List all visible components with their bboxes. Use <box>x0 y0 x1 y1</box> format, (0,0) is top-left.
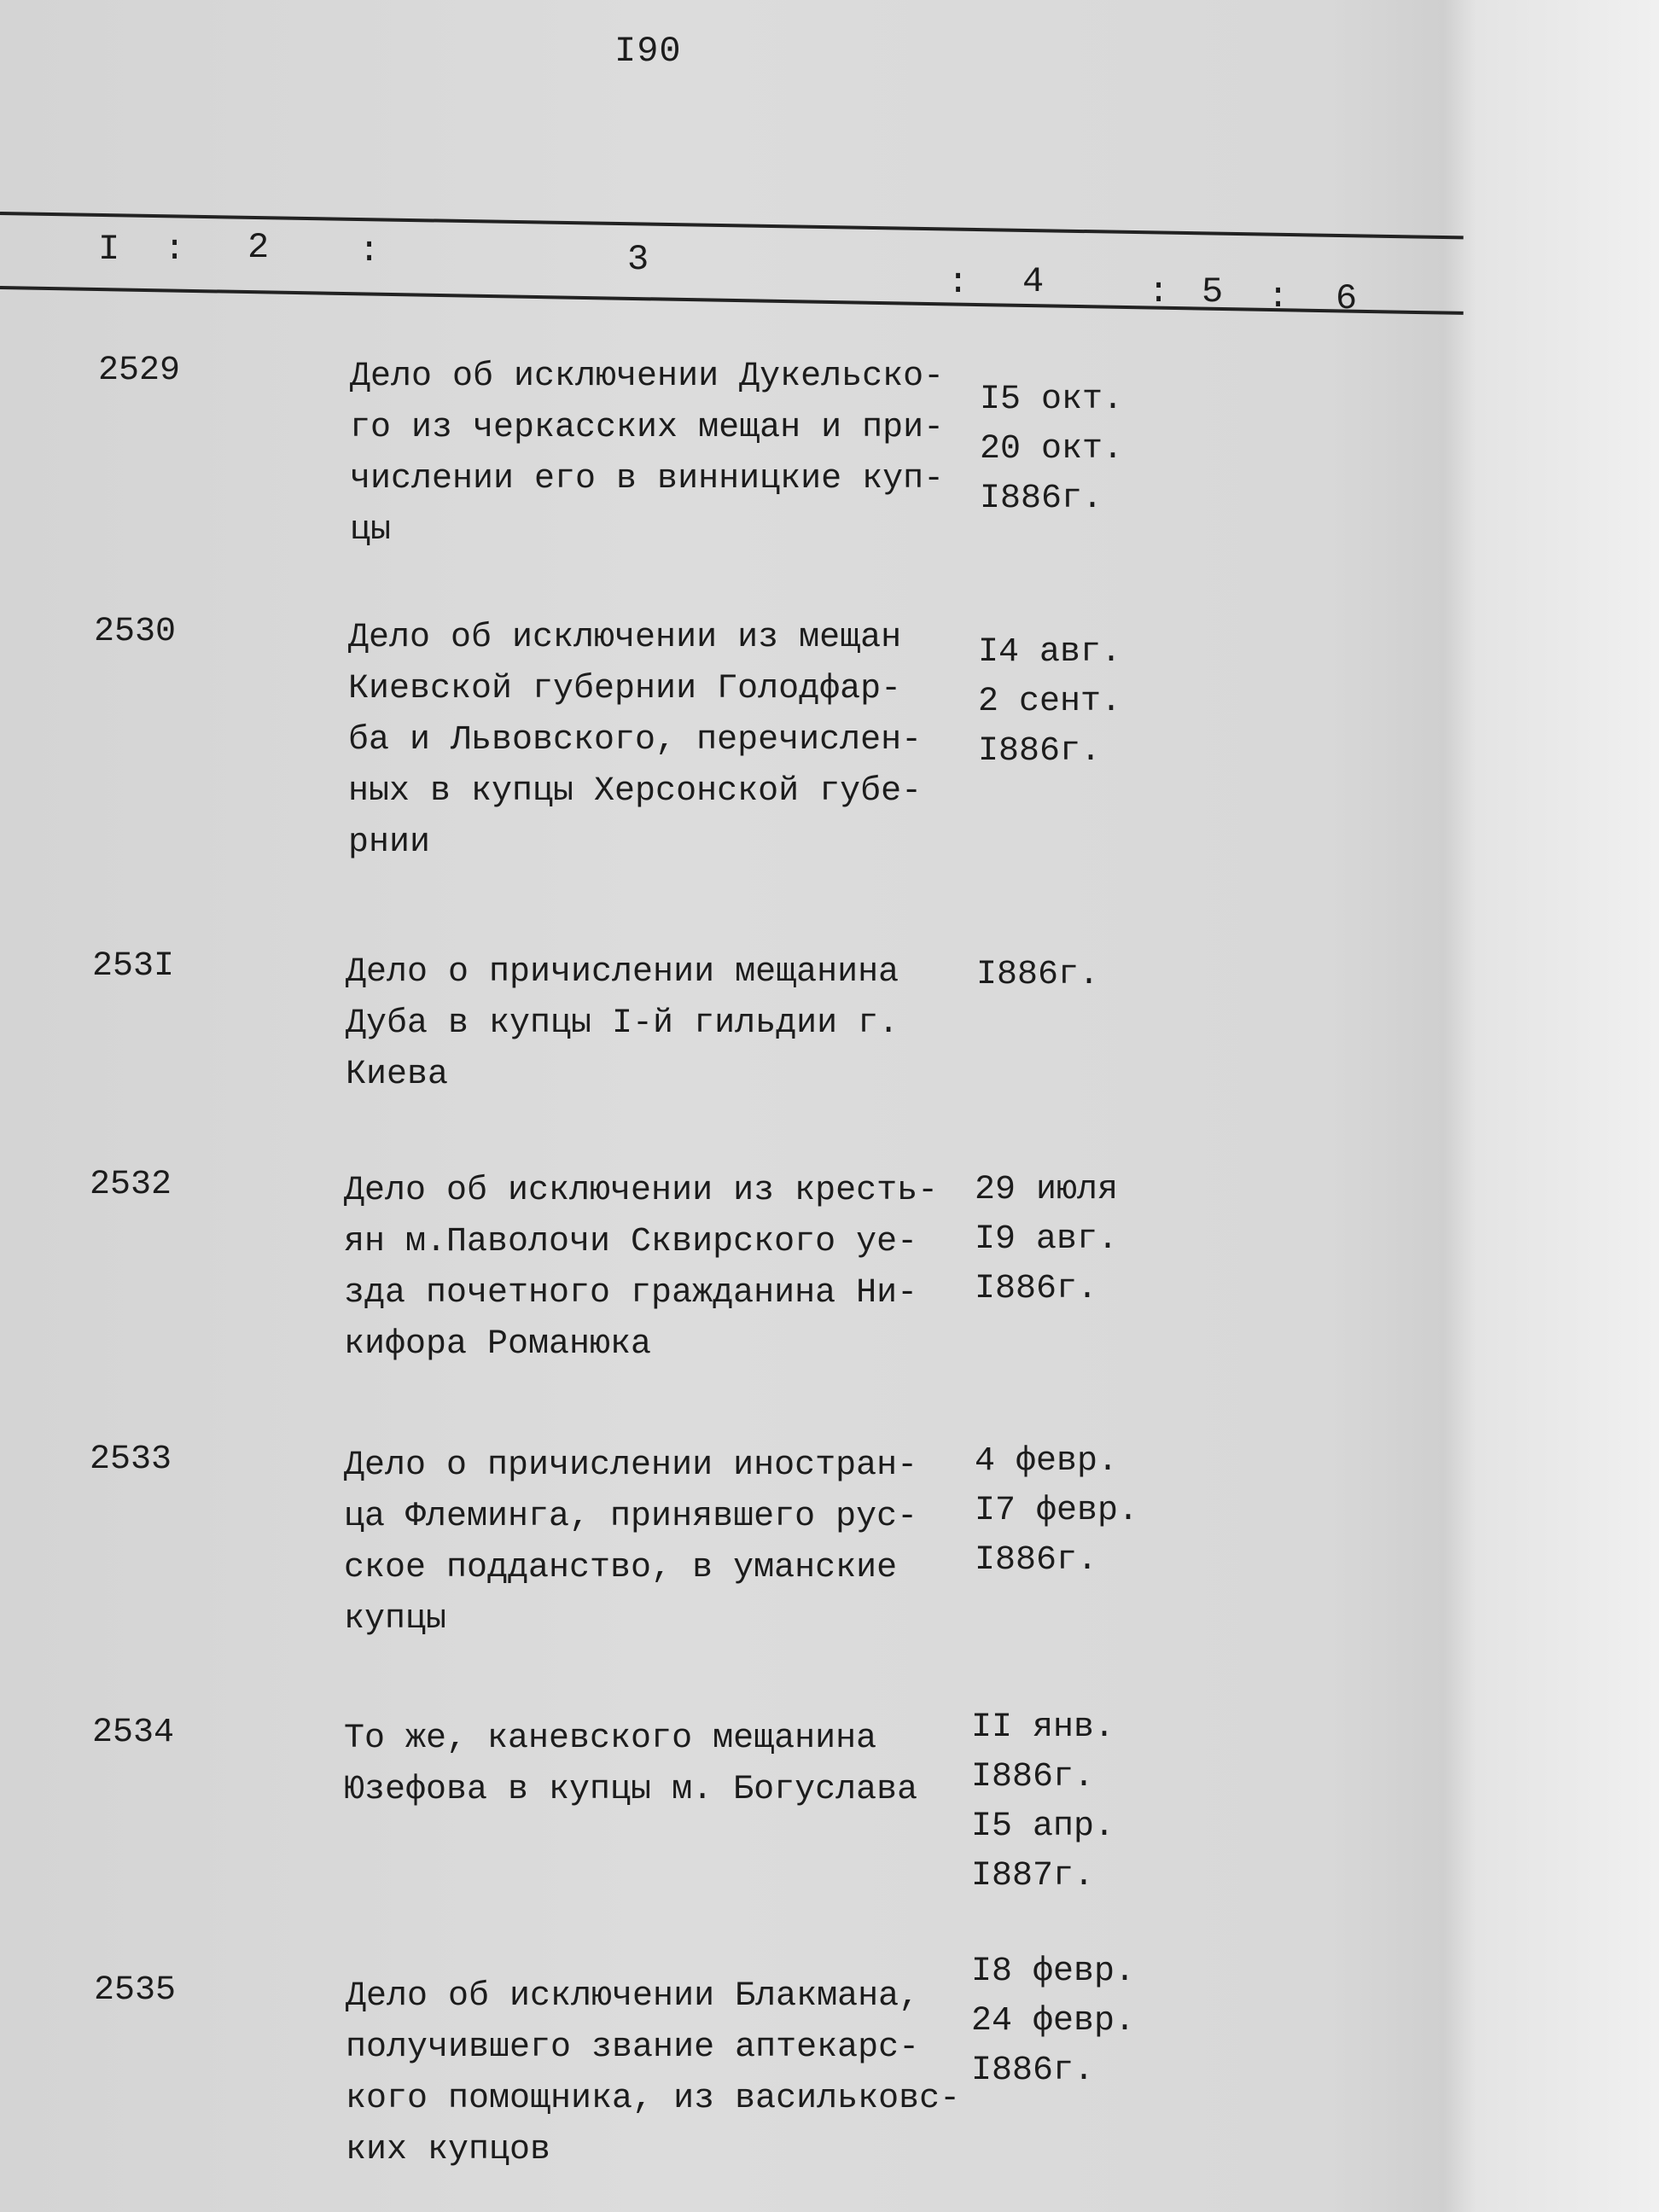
entry-dates <box>975 1166 1118 1314</box>
entry-number: 2534 <box>92 1714 175 1752</box>
description-line: ных в купцы Херсонской губе- <box>348 772 923 811</box>
description-line: купцы <box>344 1600 447 1639</box>
table-header-top-rule <box>0 212 1464 239</box>
description-line: Дело об исключении из мещан <box>348 619 902 657</box>
table-header-bottom-rule <box>0 286 1464 315</box>
entry-dates <box>971 1947 1135 2096</box>
page-number: I90 <box>614 31 682 72</box>
description-line: го из черкасских мещан и при- <box>350 409 945 447</box>
description-line: ца Флеминга, принявшего рус- <box>344 1498 918 1536</box>
column-separator: : <box>1148 271 1170 312</box>
entry-description <box>344 1714 917 1816</box>
description-line: получившего звание аптекарс- <box>346 2029 920 2067</box>
entry-number: 2533 <box>90 1441 172 1479</box>
entry-description <box>348 613 922 869</box>
entry-number: 253I <box>92 947 175 986</box>
entry-dates <box>980 375 1123 524</box>
description-line: Юзефова в купцы м. Богуслава <box>344 1771 918 1809</box>
column-header-6: 6 <box>1336 278 1358 319</box>
description-line: кого помощника, из васильковс- <box>346 2080 961 2118</box>
entry-description <box>346 1971 960 2176</box>
description-line: Дело о причислении мещанина <box>346 953 899 992</box>
date-line: 20 окт. <box>980 430 1124 469</box>
date-line: 24 февр. <box>971 2002 1136 2040</box>
description-line: ское подданство, в уманские <box>344 1549 898 1587</box>
entry-description <box>344 1441 917 1645</box>
column-header-2: 2 <box>247 227 270 268</box>
description-line: Дело об исключении из кресть- <box>344 1172 939 1210</box>
date-line: I4 авг. <box>978 633 1122 672</box>
entry-number: 2532 <box>90 1166 172 1204</box>
date-line: I886г. <box>975 1270 1098 1308</box>
date-line: I886г. <box>971 1758 1095 1796</box>
date-line: I5 окт. <box>980 381 1124 419</box>
column-header-4: 4 <box>1022 261 1045 302</box>
date-line: I886г. <box>980 480 1103 518</box>
column-header-1: I <box>98 229 120 270</box>
description-line: Дело об исключении Блакмана, <box>346 1977 920 2016</box>
column-separator: : <box>947 262 969 303</box>
description-line: ба и Львовского, перечислен- <box>348 721 923 760</box>
entry-description <box>350 352 944 556</box>
date-line: I887г. <box>971 1857 1095 1895</box>
description-line: То же, каневского мещанина <box>344 1720 877 1758</box>
entry-number: 2529 <box>98 352 181 390</box>
entry-dates <box>976 951 1099 1000</box>
date-line: 2 сент. <box>978 683 1122 721</box>
description-line: Дуба в купцы I-й гильдии г. <box>346 1004 899 1043</box>
description-line: числении его в винницкие куп- <box>350 460 945 498</box>
description-line: Киева <box>346 1056 449 1094</box>
description-line: ких купцов <box>346 2131 551 2169</box>
date-line: II янв. <box>971 1708 1115 1747</box>
date-line: I886г. <box>971 2052 1095 2090</box>
date-line: I886г. <box>976 956 1100 994</box>
entry-number: 2535 <box>94 1971 177 2010</box>
description-line: рнии <box>348 824 431 862</box>
entry-dates <box>971 1703 1115 1901</box>
description-line: Дело об исключении Дукельско- <box>350 358 945 396</box>
date-line: I7 февр. <box>975 1492 1139 1530</box>
description-line: зда почетного гражданина Ни- <box>344 1274 918 1313</box>
column-separator: : <box>1267 276 1289 317</box>
date-line: 29 июля <box>975 1171 1119 1209</box>
entry-dates <box>975 1437 1138 1586</box>
date-line: I9 авг. <box>975 1220 1119 1259</box>
description-line: ян м.Паволочи Сквирского уе- <box>344 1223 918 1261</box>
description-line: Киевской губернии Голодфар- <box>348 670 902 708</box>
entry-description <box>344 1166 938 1371</box>
description-line: Дело о причислении иностран- <box>344 1447 918 1485</box>
entry-description <box>346 947 899 1101</box>
entry-dates <box>978 628 1121 777</box>
column-separator: : <box>358 230 381 271</box>
entry-number: 2530 <box>94 613 177 651</box>
date-line: I886г. <box>978 732 1102 771</box>
column-separator: : <box>164 229 186 270</box>
date-line: 4 февр. <box>975 1442 1119 1481</box>
date-line: I8 февр. <box>971 1953 1136 1991</box>
description-line: цы <box>350 511 392 550</box>
date-line: I5 апр. <box>971 1807 1115 1846</box>
description-line: кифора Романюка <box>344 1325 652 1364</box>
column-header-3: 3 <box>627 239 649 280</box>
column-header-5: 5 <box>1202 271 1224 312</box>
date-line: I886г. <box>975 1541 1098 1580</box>
